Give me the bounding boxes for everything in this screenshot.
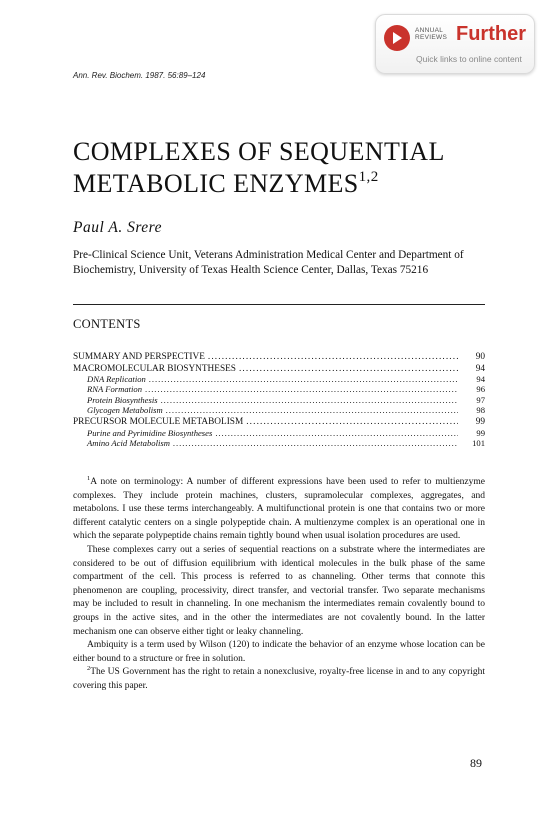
toc-entry[interactable] bbox=[73, 438, 485, 448]
toc-entry[interactable] bbox=[73, 417, 485, 427]
article-title bbox=[73, 136, 445, 200]
footnotes bbox=[73, 476, 485, 694]
toc-entry-label: Protein Biosynthesis bbox=[87, 394, 158, 405]
title-line-2: METABOLIC ENZYMES bbox=[73, 169, 359, 198]
toc-entry-label: Amino Acid Metabolism bbox=[87, 437, 170, 448]
toc-entry-label: PRECURSOR MOLECULE METABOLISM bbox=[73, 417, 244, 428]
toc-entry[interactable] bbox=[73, 374, 485, 384]
footnote-1-paragraph-1 bbox=[73, 476, 485, 544]
play-arrow-icon bbox=[384, 25, 410, 51]
author-affiliation: Pre-Clinical Science Unit, Veterans Administration Medical Center and Department of Biochemistry, University of Texas Health Science Center, Dallas, Texas 75216 bbox=[73, 249, 464, 276]
badge-title: Further bbox=[456, 23, 526, 45]
toc-entry[interactable] bbox=[73, 428, 485, 438]
toc-leader-dots bbox=[208, 352, 458, 362]
toc-entry[interactable] bbox=[73, 364, 485, 374]
footnote-1-paragraph-3: Ambiquity is a term used by Wilson (120) to indicate the behavior of an enzyme whose location can be either bound to a structure or free in solution. bbox=[73, 640, 485, 664]
toc-leader-dots bbox=[161, 395, 458, 405]
contents-heading: CONTENTS bbox=[73, 317, 141, 331]
toc-entry-page: 94 bbox=[475, 363, 485, 374]
toc-entry[interactable] bbox=[73, 352, 485, 362]
toc-leader-dots bbox=[173, 438, 458, 448]
toc-leader-dots bbox=[246, 417, 458, 427]
toc-entry-label: DNA Replication bbox=[87, 373, 146, 384]
table-of-contents bbox=[73, 350, 485, 448]
toc-entry-label: SUMMARY AND PERSPECTIVE bbox=[73, 351, 205, 362]
badge-publisher-label: ANNUAL REVIEWS bbox=[415, 27, 448, 41]
toc-entry-label: Glycogen Metabolism bbox=[87, 405, 163, 416]
toc-entry-page: 97 bbox=[476, 394, 485, 405]
toc-leader-dots bbox=[239, 364, 458, 374]
toc-leader-dots bbox=[215, 428, 458, 438]
footnote-1-paragraph-2: These complexes carry out a series of sequential reactions on a substrate where the intermediates are considered to be out of diffusion equilibrium with identical molecules in the bulk phase of the same compartment of the cell. This process is referred to as channeling. Other terms that connote this phenomenon are coupling, processivity, direct transfer, and vectorial transfer. Two separate mechanisms may be included to result in channeling. In one mechanism the intermediates remain covalently bound to groups in the active sites, and in the other the intermediates are not covalently bound. In the latter mechanism one can observe either tight or leaky channeling. bbox=[73, 544, 485, 637]
further-badge[interactable] bbox=[375, 14, 535, 74]
toc-entry[interactable] bbox=[73, 395, 485, 405]
page-number: 89 bbox=[470, 756, 482, 770]
footnote-1-text: A note on terminology: A number of different expressions have been used to refer to multienzyme complexes. They include protein machines, clusters, supramolecular complexes, aggregates, and metabolons. I use these terms interchangeably. A multifunctional protein is one that contains two or more different catalytic centers on a single polypeptide chain. A multienzyme complex is an operational one in which the separate polypeptide chains remain tightly bound when usual isolation procedures are used. bbox=[73, 477, 485, 542]
toc-entry-page: 98 bbox=[476, 405, 485, 416]
section-divider bbox=[73, 304, 485, 305]
toc-leader-dots bbox=[166, 405, 458, 415]
title-line-1: COMPLEXES OF SEQUENTIAL bbox=[73, 137, 445, 166]
footnote-1-mark: 1 bbox=[87, 475, 91, 482]
toc-entry-label: RNA Formation bbox=[87, 384, 142, 395]
toc-entry-page: 94 bbox=[476, 373, 485, 384]
toc-entry[interactable] bbox=[73, 405, 485, 415]
footnote-2-mark: 2 bbox=[87, 665, 91, 673]
toc-leader-dots bbox=[149, 374, 458, 384]
toc-leader-dots bbox=[145, 384, 458, 394]
badge-subtitle: Quick links to online content bbox=[416, 54, 522, 64]
footnote-2-text: The US Government has the right to retain a nonexclusive, royalty-free license in and to any copyright covering this paper. bbox=[73, 667, 485, 691]
toc-entry[interactable] bbox=[73, 384, 485, 394]
toc-entry-page: 99 bbox=[476, 427, 485, 438]
running-head: Ann. Rev. Biochem. 1987. 56:89–124 bbox=[73, 71, 206, 80]
author-name: Paul A. Srere bbox=[73, 219, 163, 236]
toc-entry-label: Purine and Pyrimidine Biosyntheses bbox=[87, 427, 213, 438]
title-footnote-marks: 1,2 bbox=[358, 169, 379, 185]
footnote-2 bbox=[73, 666, 485, 693]
toc-entry-page: 96 bbox=[476, 384, 485, 395]
toc-entry-page: 99 bbox=[475, 417, 485, 428]
toc-entry-page: 90 bbox=[475, 351, 485, 362]
toc-entry-label: MACROMOLECULAR BIOSYNTHESES bbox=[73, 363, 236, 374]
toc-entry-page: 101 bbox=[472, 437, 485, 448]
